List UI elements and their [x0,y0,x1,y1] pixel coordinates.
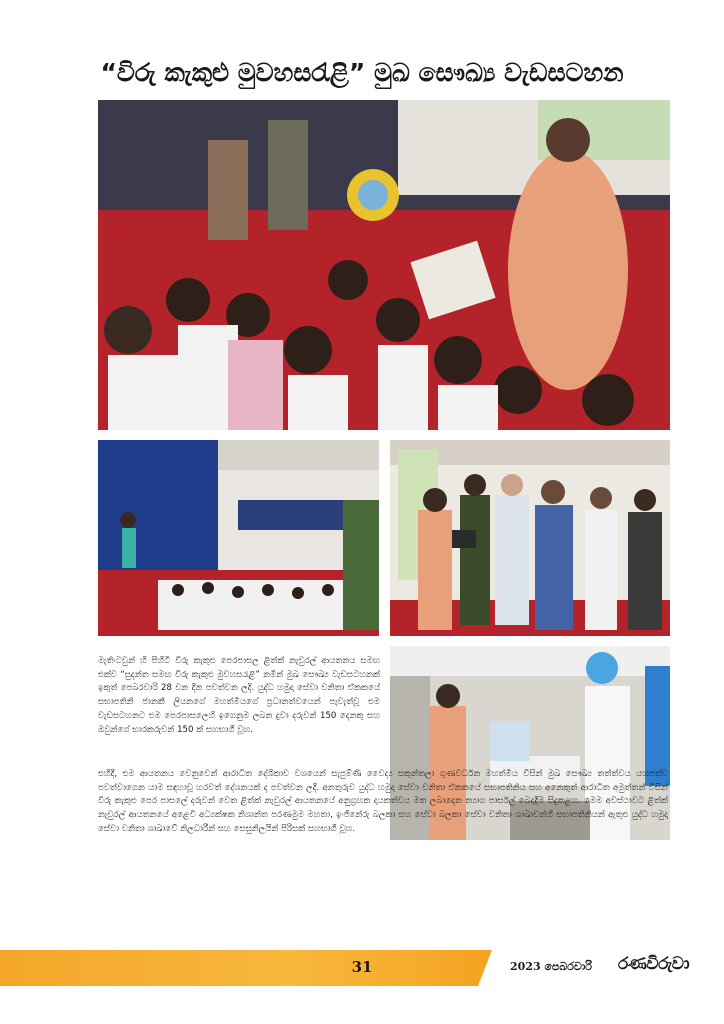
article-paragraph-1: මැතිංටවුන් හි පිහිටි විරු කැකුළු පෙරපාසල ළිත්ක් නැවුරල් ආයතනය සමඟ එක්ව “සුදන්ත සමඟ විරු කැකුළු මුවහසරැළි” නමින් මුඛ සෞඛ්‍ය වැඩසටහනක් ඉකුත් පෙබරවාරි 28 වන දින පවත්වන ලදි. යුද්ධ හමුදා සේවා වනිතා ඒකකයේ සභාපතිනි ජානකී ලියනගේ මහත්මියගේ ප්‍රධානත්වයෙන් පැවැත්වූ එම වැඩසටහනට එම පෙරපාසලෙහි ඉගෙනුම ලබන දුවා දරුවන් 150 දෙනකු සහ ඔවුන්ගේ භාරකරුවන් 150 ක් සහභාගී වූහ. [98,656,380,735]
article-title: “විරු කැකුළු මුවහසරැළි” මුඛ සෞඛ්‍ය වැඩසටහන [100,58,624,87]
photo-hall-children [98,440,379,636]
article-body [98,655,380,746]
page-footer [0,950,724,986]
article-body-continued [98,768,668,846]
issue-date: 2023 පෙබරවාරි [510,960,593,973]
photo-plaque-presentation [390,440,670,636]
photo-gift-distribution [98,100,670,430]
page-number: 31 [351,958,373,976]
article-paragraph-2: එහිදී, එම ආයතනය වෙනුවෙන් ආරාධිත දේශිකාව වශයෙන් සැපුම්ණි වෛද්‍ය සකුන්තලා ගුණවර්ධන මහත්මිය විසින් මුඛ සෞඛ්‍ය තත්ත්වය යහපත්ව පවත්වාගෙන යාම සඳහාවූ හරවත් දේශනයක් ද පවත්වන ලදී. අනතුරුව යුද්ධ හමුදා සේවා වනිතා ඒකකයේ සභාපතිනිය සහ අනෙකුත් ආරාධිත අමුත්තන් විසින් විරු කැකුළු පෙර පාසලේ දරුවන් වෙත ළිත්ක් නැවුරල් ආයතනයේ අනුග්‍රහක දායකත්වය මත ලබාදෙන ත්‍යාග පාර්සල් බෙදාදීම සිදුකළහ. මෙම අවස්ථාවට ළිත්ක් නැවුරල් ආයතනයේ අළෙවි අධ්‍යක්ෂක නිශාන්ත පරණමුම මහතා, ඉංජිනේරු බලකා සහ සේවා බලකා සේවා වනිතා ශාඛාවන්හි සභාපතිනියන් ඇතුළු යුද්ධ හමුදා සේවා වනිතා ශාඛාවේ නිලධාරීන් සහ සෙසුනිලයින් පිරිසක් සහභාගී වූහ. [98,769,668,834]
magazine-logo: රණවිරුවා [618,954,690,974]
